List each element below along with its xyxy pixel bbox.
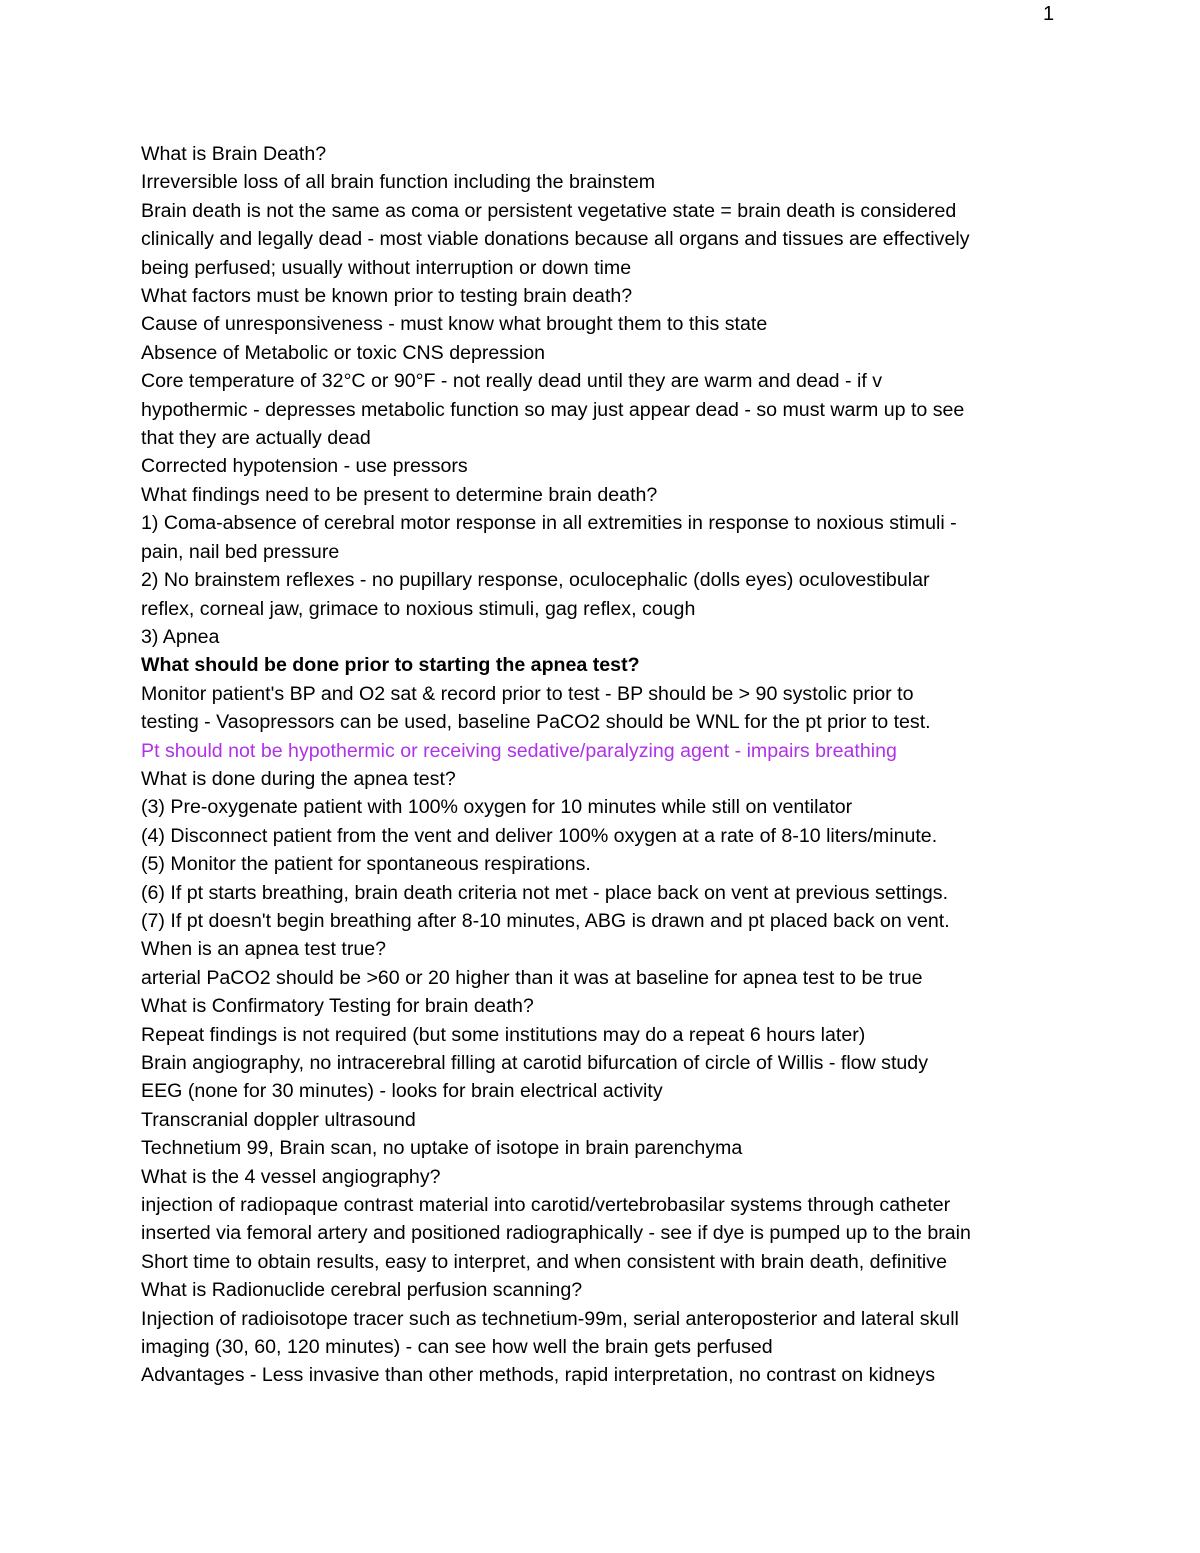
- bold-heading-line: What should be done prior to starting the apnea test?: [141, 654, 640, 677]
- text-line: What is Radionuclide cerebral perfusion scanning?: [141, 1279, 583, 1302]
- text-line: arterial PaCO2 should be >60 or 20 higher than it was at baseline for apnea test to be true: [141, 966, 923, 989]
- text-line: imaging (30, 60, 120 minutes) - can see how well the brain gets perfused: [141, 1336, 773, 1359]
- text-line: What is Brain Death?: [141, 143, 327, 165]
- text-line: (4) Disconnect patient from the vent and deliver 100% oxygen at a rate of 8-10 liters/minute.: [141, 824, 938, 847]
- text-line: that they are actually dead: [141, 427, 371, 450]
- text-line: Corrected hypotension - use pressors: [141, 455, 468, 478]
- text-line: Transcranial doppler ultrasound: [141, 1108, 416, 1131]
- text-line: Technetium 99, Brain scan, no uptake of isotope in brain parenchyma: [141, 1137, 743, 1160]
- text-line: pain, nail bed pressure: [141, 540, 340, 563]
- text-line: (5) Monitor the patient for spontaneous respirations.: [141, 853, 591, 876]
- text-line: What is done during the apnea test?: [141, 767, 456, 790]
- text-line: Advantages - Less invasive than other methods, rapid interpretation, no contrast on kidneys: [141, 1364, 936, 1387]
- text-line: What is Confirmatory Testing for brain death?: [141, 995, 534, 1018]
- text-line: 2) No brainstem reflexes - no pupillary response, oculocephalic (dolls eyes) oculovestibular: [141, 569, 930, 592]
- text-line: Cause of unresponsiveness - must know what brought them to this state: [141, 313, 768, 336]
- text-line: What findings need to be present to determine brain death?: [141, 483, 658, 506]
- text-line: clinically and legally dead - most viable donations because all organs and tissues are effectively: [141, 228, 970, 251]
- highlighted-text-line: Pt should not be hypothermic or receiving sedative/paralyzing agent - impairs breathing: [141, 739, 897, 762]
- text-line: Brain angiography, no intracerebral filling at carotid bifurcation of circle of Willis - flow study: [141, 1052, 929, 1074]
- text-line: inserted via femoral artery and positioned radiographically - see if dye is pumped up to the brain: [141, 1222, 971, 1245]
- text-line: Absence of Metabolic or toxic CNS depression: [141, 341, 546, 364]
- text-line: hypothermic - depresses metabolic function so may just appear dead - so must warm up to see: [141, 398, 965, 421]
- text-line: What is the 4 vessel angiography?: [141, 1165, 441, 1188]
- text-line: EEG (none for 30 minutes) - looks for brain electrical activity: [141, 1080, 663, 1103]
- text-line: testing - Vasopressors can be used, baseline PaCO2 should be WNL for the pt prior to test.: [141, 711, 931, 734]
- text-line: Irreversible loss of all brain function including the brainstem: [141, 171, 656, 194]
- text-line: Core temperature of 32°C or 90°F - not really dead until they are warm and dead - if v: [141, 370, 883, 393]
- text-line: Repeat findings is not required (but some institutions may do a repeat 6 hours later): [141, 1023, 866, 1046]
- document-body: [141, 140, 1071, 1390]
- text-line: Brain death is not the same as coma or persistent vegetative state = brain death is considered: [141, 199, 957, 222]
- text-line: (7) If pt doesn't begin breathing after 8-10 minutes, ABG is drawn and pt placed back on vent.: [141, 909, 950, 932]
- page-number: 1: [1043, 3, 1055, 25]
- text-line: What factors must be known prior to testing brain death?: [141, 285, 633, 308]
- text-line: Injection of radioisotope tracer such as technetium-99m, serial anteroposterior and lateral skull: [141, 1307, 959, 1330]
- text-line: injection of radiopaque contrast material into carotid/vertebrobasilar systems through catheter: [141, 1194, 951, 1217]
- text-line: 1) Coma-absence of cerebral motor response in all extremities in response to noxious stimuli -: [141, 512, 957, 535]
- text-line: (3) Pre-oxygenate patient with 100% oxygen for 10 minutes while still on ventilator: [141, 796, 853, 819]
- text-line: When is an apnea test true?: [141, 938, 387, 961]
- text-line: reflex, corneal jaw, grimace to noxious stimuli, gag reflex, cough: [141, 597, 696, 620]
- text-line: (6) If pt starts breathing, brain death criteria not met - place back on vent at previous settings.: [141, 881, 949, 904]
- text-line: 3) Apnea: [141, 625, 220, 648]
- text-line: Monitor patient's BP and O2 sat & record prior to test - BP should be > 90 systolic prior to: [141, 682, 914, 705]
- text-line: being perfused; usually without interruption or down time: [141, 256, 632, 279]
- text-line: Short time to obtain results, easy to interpret, and when consistent with brain death, definitive: [141, 1250, 947, 1273]
